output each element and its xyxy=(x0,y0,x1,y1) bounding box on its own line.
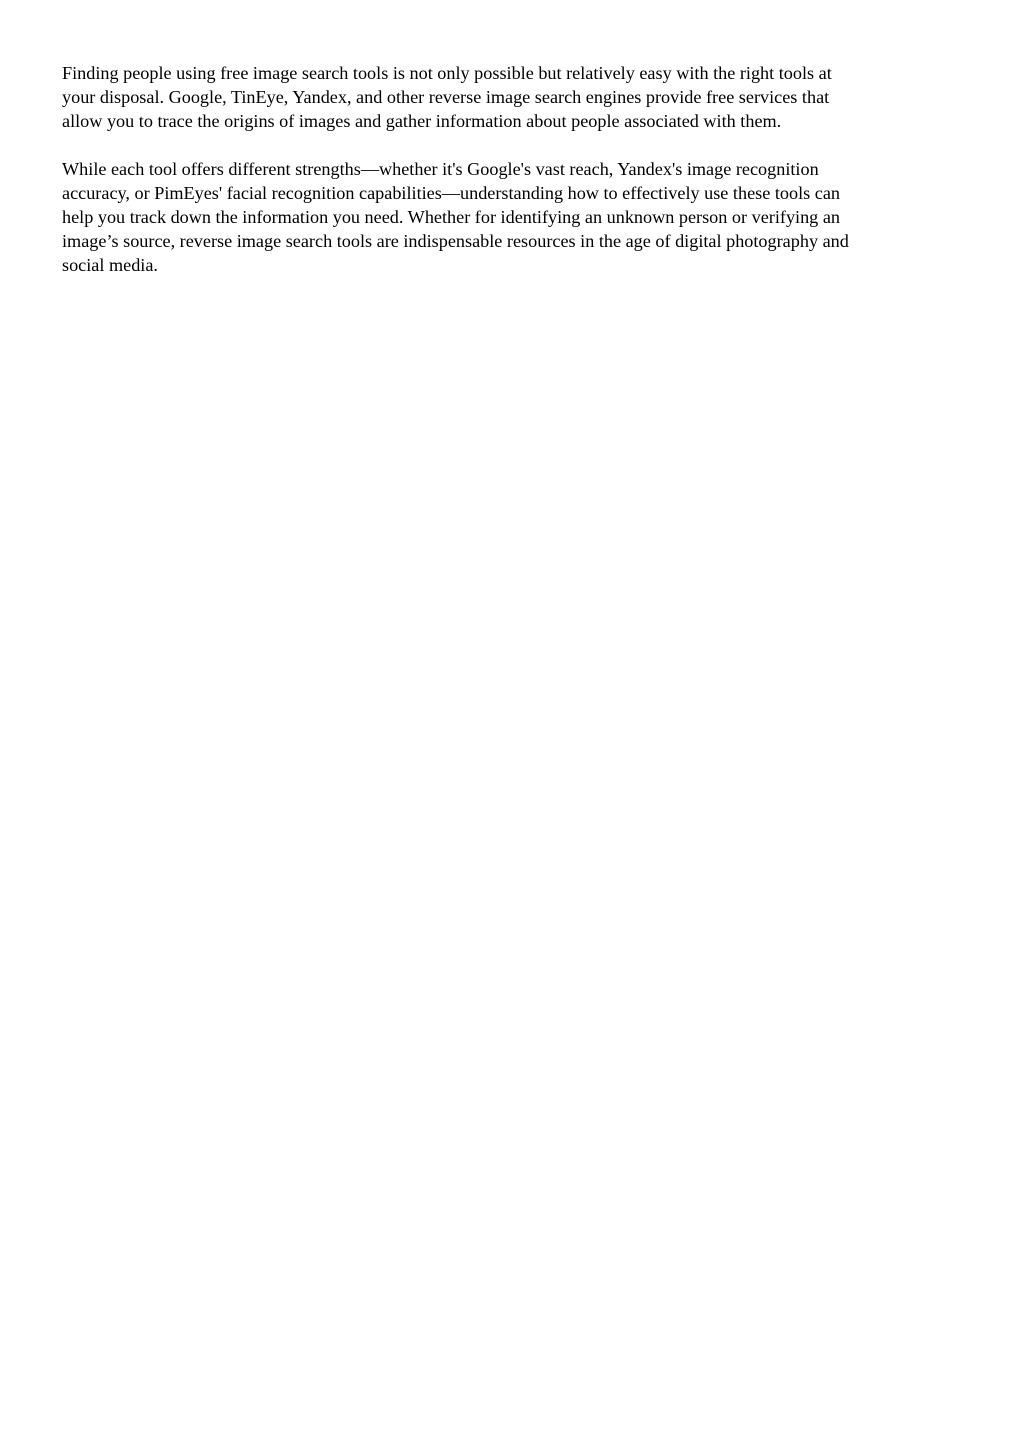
text-line: accuracy, or PimEyes' facial recognition capabilities—understanding how to effectively use these tools can xyxy=(62,182,841,203)
document-body xyxy=(62,61,962,277)
text-line: your disposal. Google, TinEye, Yandex, and other reverse image search engines provide free services that xyxy=(62,87,830,108)
text-line: help you track down the information you need. Whether for identifying an unknown person or verifying an xyxy=(62,206,840,227)
text-line: image’s source, reverse image search tools are indispensable resources in the age of digital photography and xyxy=(62,231,849,252)
text-line: social media. xyxy=(62,255,158,276)
text-line: allow you to trace the origins of images and gather information about people associated with them. xyxy=(62,111,782,132)
text-line: While each tool offers different strengths—whether it's Google's vast reach, Yandex's image recognition xyxy=(62,158,819,179)
paragraph-conclusion-intro xyxy=(62,61,962,133)
paragraph-tool-strengths xyxy=(62,157,962,277)
text-line: Finding people using free image search tools is not only possible but relatively easy with the right tools at xyxy=(62,63,832,83)
